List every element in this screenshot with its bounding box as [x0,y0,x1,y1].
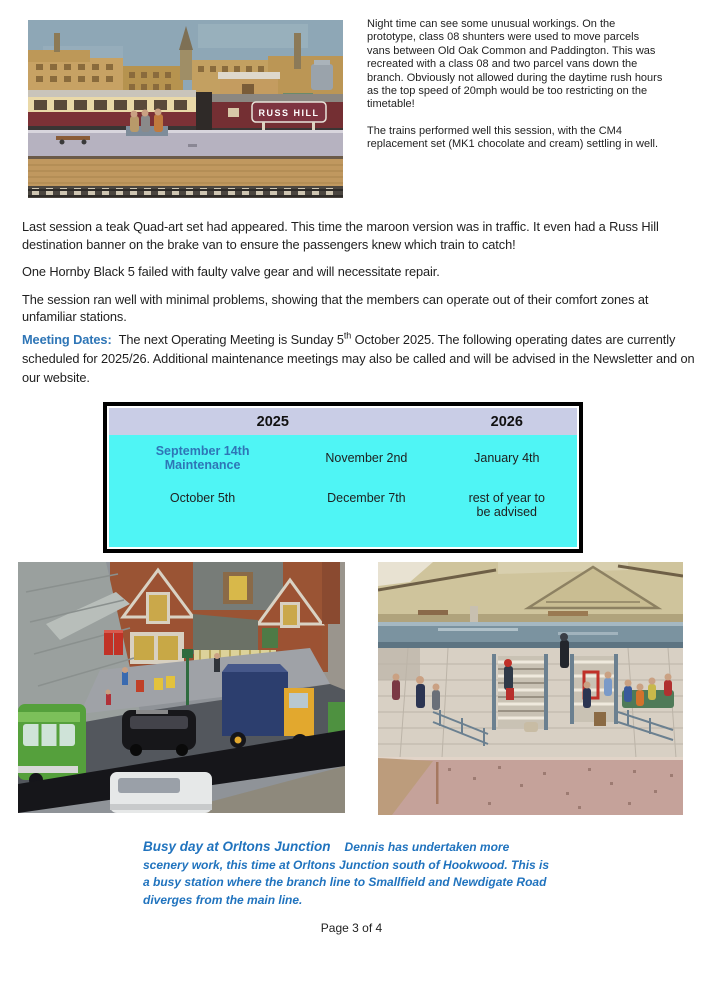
cell-rest-of-year: rest of year to be advised [437,481,577,547]
meeting-dates-text-after: October 2025. The following operating dates are currently scheduled for 2025/26. Additional maintenance meetings may also be called and will be advised in the Newsletter and on our website. [22,332,695,385]
paragraph-black-5: One Hornby Black 5 failed with faulty valve gear and will necessitate repair. [22,264,440,279]
cell-october: October 5th [109,481,296,547]
street-scene-graphic [18,562,345,813]
photo-orltons-street-scene [18,562,345,813]
caption-text: Dennis has undertaken more scenery work, this time at Orltons Junction south of Hookwood. This is a busy station where the branch line to Smallfield and Newdigate Road diverges from the main line. [143,840,550,907]
schedule-table [109,408,577,547]
paragraph-quad-art: Last session a teak Quad-art set had appeared. This time the maroon version was in traffic. It even had a Russ Hill destination banner on the brake van to ensure the passengers knew which train to catch! [22,219,659,252]
schedule-table-frame [103,402,583,553]
cell-september-maintenance: September 14th Maintenance [109,435,296,481]
caption-title: Busy day at Orltons Junction [143,839,331,854]
concourse-graphic [378,562,683,815]
top-right-text-column [367,18,663,165]
paragraph-night-workings: Night time can see some unusual workings. On the prototype, class 08 shunters were used to move parcels vans between Old Oak Common and Paddington. This was recreated with a class 08 and two parcel vans down the branch. Obviously not allowed during the daytime rush hours as the top speed of 20mph would be too restricting on the timetable! [367,18,663,111]
russ-hill-photo-graphic [28,20,343,198]
stairs-left [492,654,548,730]
paragraph-trains-performed: The trains performed well this session, with the CM4 replacement set (MK1 chocolate and cream) settling in well. [367,124,659,151]
table-header-row [109,408,577,435]
photo-caption [143,838,551,909]
photo-russ-hill-platform [28,20,343,198]
table-row [109,481,577,547]
body-paragraphs [22,218,694,336]
photo-station-concourse [378,562,683,815]
meeting-dates-text-before: The next Operating Meeting is Sunday 5 [118,332,344,347]
meeting-dates-paragraph [22,330,696,387]
cell-january: January 4th [437,435,577,481]
russ-hill-sign-text: RUSS HILL [258,108,320,118]
white-car [110,772,212,813]
header-2025: 2025 [109,408,437,435]
header-2026: 2026 [437,408,577,435]
page-number: Page 3 of 4 [320,921,383,935]
table-row [109,435,577,481]
cell-december: December 7th [296,481,436,547]
ordinal-superscript: th [343,330,352,341]
black-taxi [122,710,196,756]
paragraph-session-ran-well: The session ran well with minimal problems, showing that the members can operate out of their comfort zones at unfamiliar stations. [22,291,649,324]
cell-november: November 2nd [296,435,436,481]
meeting-dates-heading: Meeting Dates: [22,332,112,347]
